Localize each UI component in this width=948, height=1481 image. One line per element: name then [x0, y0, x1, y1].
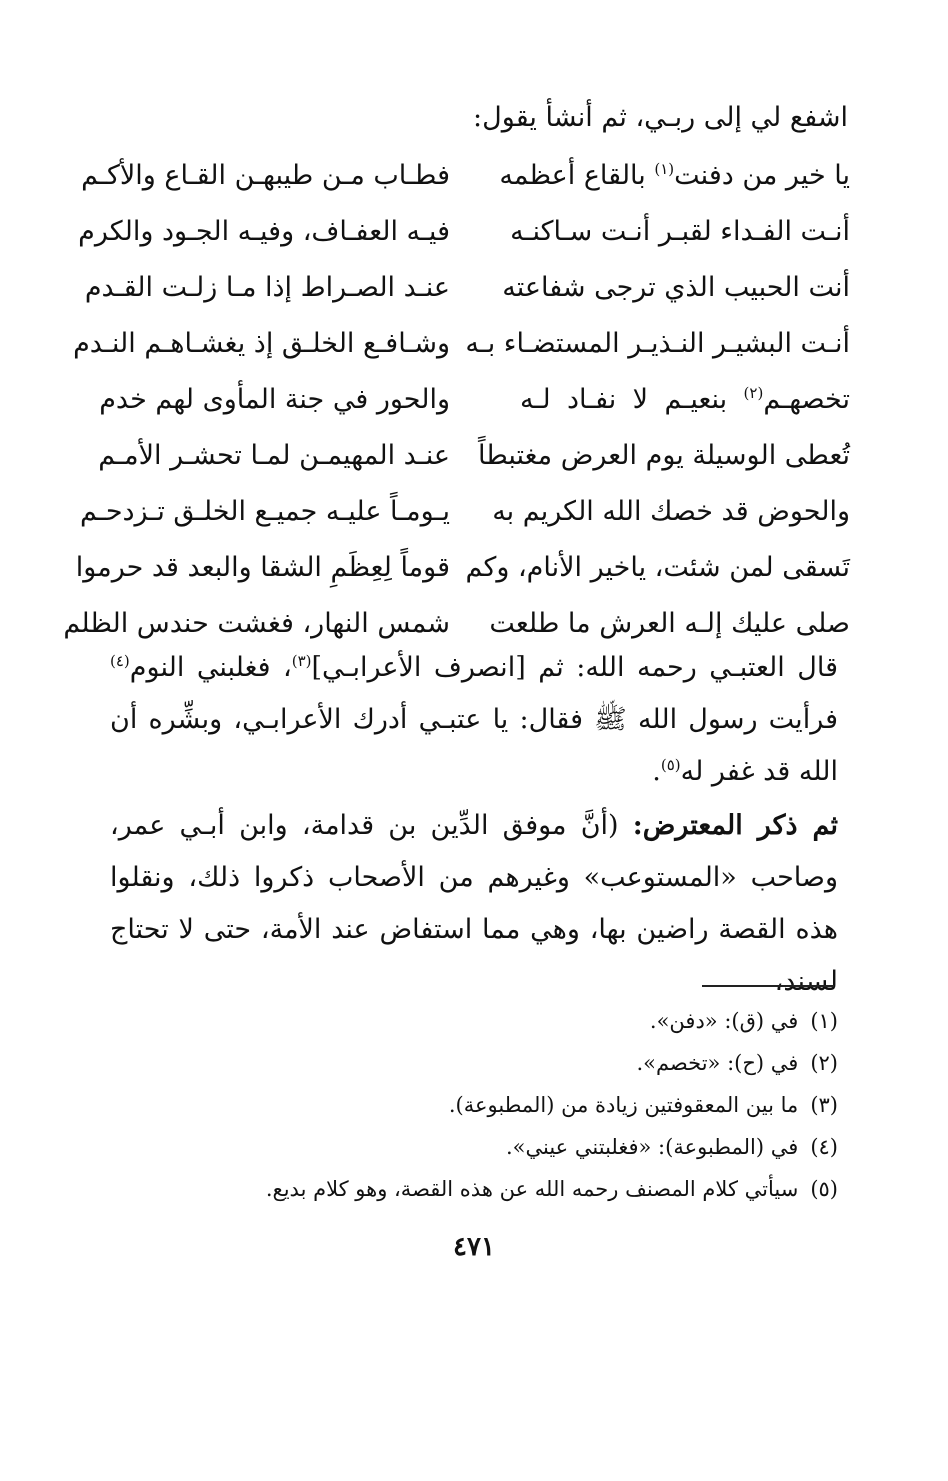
- footnotes: [110, 1000, 838, 1210]
- footnote: (٤)في (المطبوعة): «فغلبتني عيني».: [505, 1135, 838, 1159]
- verse: [73, 318, 850, 374]
- utbi-paragraph: قال العتبـي رحمه الله: ثم [انصرف الأعرابـي]$^{(٣)}$، فغلبني النوم$^{(٤)}$ فرأيت رسول الله ﷺ فقال: يا عتبـي أدرك الأعرابـي، وبشِّره أن الله قد غفر له$^{(٥)}$.: [110, 652, 838, 787]
- footnote-ref: (٣): [291, 652, 312, 670]
- verse: [75, 542, 850, 598]
- first-hemistich: تَسقى لمن شئت، ياخير الأنام، وكم: [465, 552, 850, 583]
- second-hemistich: قوماً لِعِظَمِ الشقا والبعد قد حرموا: [75, 552, 450, 583]
- first-hemistich: تُعطى الوسيلة يوم العرض مغتبطاً: [477, 440, 850, 471]
- verse: [99, 374, 850, 430]
- verse: [98, 430, 850, 486]
- second-hemistich: فطـاب مـن طيبهـن القـاع والأكـم: [81, 160, 450, 191]
- first-hemistich: تخصهـم$^{(٢)}$ بنعيـم لا نفـاد لـه: [520, 384, 850, 415]
- second-hemistich: عنـد المهيمـن لمـا تحشـر الأمـم: [98, 440, 450, 471]
- second-hemistich: وشـافـع الخلـق إذ يغشـاهـم النـدم: [73, 328, 450, 359]
- footnote: (٣)ما بين المعقوفتين زيادة من (المطبوعة).: [448, 1093, 838, 1117]
- second-hemistich: شمس النهار، فغشت حندس الظلم: [63, 608, 450, 639]
- footnote-ref: (٢): [743, 384, 764, 402]
- poem: [63, 150, 850, 654]
- verse: [84, 262, 850, 318]
- verse: [79, 486, 850, 542]
- footnote-ref: (١): [654, 160, 675, 178]
- first-hemistich: أنـت الفـداء لقبـر أنـت سـاكنـه: [510, 216, 850, 247]
- first-hemistich: أنـت البشيـر النـذيـر المستضـاء بـه: [465, 328, 850, 359]
- second-hemistich: فيـه العفـاف، وفيـه الجـود والكرم: [78, 216, 450, 247]
- verse: [81, 150, 850, 206]
- first-hemistich: يا خير من دفنت$^{(١)}$ بالقاع أعظمه: [499, 160, 850, 191]
- page-number: ٤٧١: [453, 1232, 495, 1262]
- second-hemistich: عنـد الصـراط إذا مـا زلـت القـدم: [84, 272, 450, 303]
- footnote: (٢)في (ح): «تخصم».: [636, 1051, 838, 1075]
- intro-line: اشفع لي إلى ربـي، ثم أنشأ يقول:: [473, 102, 848, 133]
- first-hemistich: والحوض قد خصك الله الكريم به: [492, 496, 850, 527]
- footnote-divider: [702, 985, 834, 987]
- footnote: (١)في (ق): «دفن».: [649, 1009, 838, 1033]
- first-hemistich: صلى عليك إلـه العرش ما طلعت: [489, 608, 850, 639]
- footnote-ref: (٥): [660, 756, 681, 774]
- first-hemistich: أنت الحبيب الذي ترجى شفاعته: [502, 272, 850, 303]
- footnote: (٥)سيأتي كلام المصنف رحمه الله عن هذه القصة، وهو كلام بديع.: [265, 1177, 838, 1201]
- second-hemistich: والحور في جنة المأوى لهم خدم: [99, 384, 450, 415]
- paragraph-lead: ثم ذكر المعترض:: [632, 810, 839, 841]
- verse: [78, 206, 850, 262]
- second-hemistich: يـومـاً عليـه جميـع الخلـق تـزدحـم: [79, 496, 450, 527]
- footnote-ref: (٤): [110, 652, 130, 670]
- objector-paragraph: ثم ذكر المعترض: (أنَّ موفق الدِّين بن قدامة، وابن أبـي عمر، وصاحب «المستوعب» وغيرهم من الأصحاب ذكروا ذلك، ونقلوا هذه القصة راضين بها، وهي مما استفاض عند الأمة، حتى لا تحتاج لسند،: [110, 810, 839, 997]
